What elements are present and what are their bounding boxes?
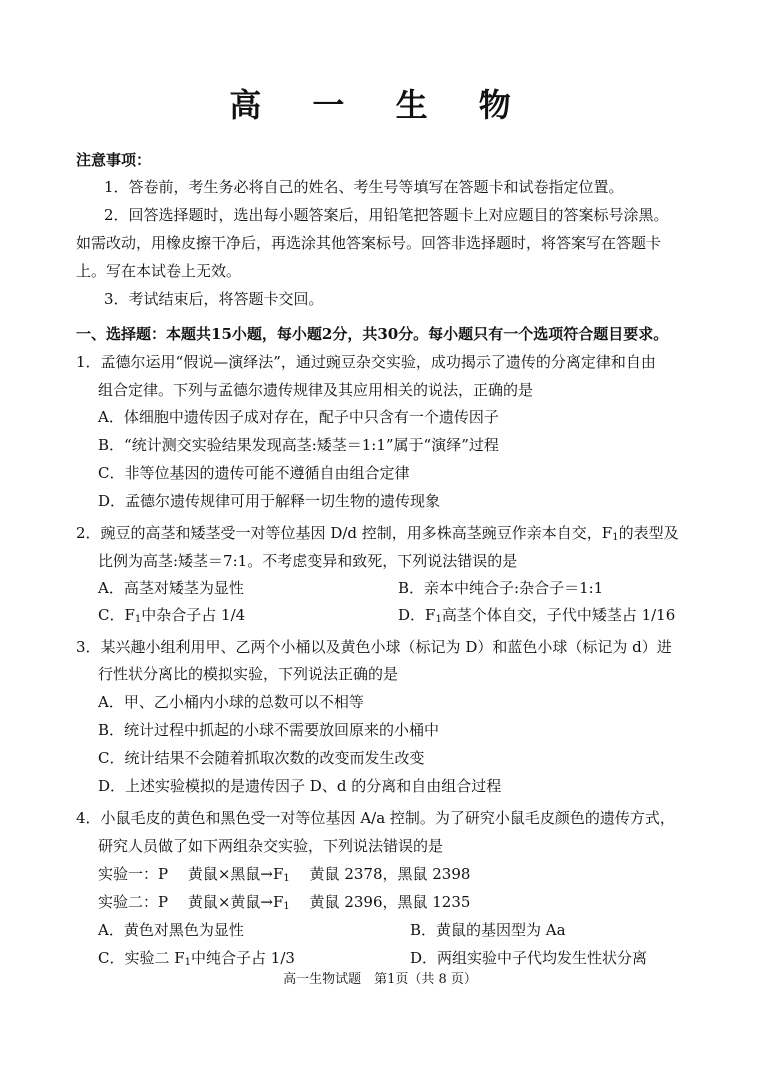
notice-item: 2．回答选择题时，选出每小题答案后，用铅笔把答题卡上对应题目的答案标号涂黑。 (104, 206, 669, 224)
notice-heading: 注意事项： (76, 151, 152, 169)
question-stem: 2．豌豆的高茎和矮茎受一对等位基因 D/d 控制，用多株高茎豌豆作亲本自交，$F_1$的表型及 (76, 524, 679, 543)
page-footer: 高一生物试题 第1页（共 8 页） (283, 972, 477, 987)
option-b: B．“统计测交实验结果发现高茎:矮茎＝1:1”属于“演绎”过程 (98, 436, 499, 454)
notice-item: 1．答卷前，考生务必将自己的姓名、考生号等填写在答题卡和试卷指定位置。 (104, 178, 624, 196)
question-stem: 组合定律。下列与孟德尔遗传规律及其应用相关的说法，正确的是 (98, 381, 534, 399)
question-stem: 1．孟德尔运用“假说—演绎法”，通过豌豆杂交实验，成功揭示了遗传的分离定律和自由 (76, 353, 656, 371)
option-d: D．两组实验中子代均发生性状分离 (410, 949, 648, 967)
notice-item: 3．考试结束后，将答题卡交回。 (104, 290, 324, 308)
option-c: C．实验二 $F_1$中纯合子占 1/3 (98, 949, 295, 968)
experiment-one: 实验一：P 黄鼠×黑鼠$\to F_1$ 黄鼠 2378，黑鼠 2398 (98, 865, 471, 884)
option-b: B．亲本中纯合子:杂合子＝1:1 (398, 579, 604, 597)
page-title: 高 一 生 物 (229, 86, 531, 124)
option-a: A．高茎对矮茎为显性 (98, 579, 244, 597)
option-c: C．统计结果不会随着抓取次数的改变而发生改变 (98, 749, 425, 767)
option-b: B．统计过程中抓起的小球不需要放回原来的小桶中 (98, 721, 440, 739)
option-c: C．$F_1$中杂合子占 1/4 (98, 606, 246, 625)
option-c: C．非等位基因的遗传可能不遵循自由组合定律 (98, 464, 410, 482)
question-stem: 3．某兴趣小组利用甲、乙两个小桶以及黄色小球（标记为 D）和蓝色小球（标记为 d）进 (76, 638, 672, 656)
option-d: D．孟德尔遗传规律可用于解释一切生物的遗传现象 (98, 492, 441, 510)
question-stem: 4．小鼠毛皮的黄色和黑色受一对等位基因 A/a 控制。为了研究小鼠毛皮颜色的遗传方式， (76, 809, 675, 827)
option-a: A．体细胞中遗传因子成对存在，配子中只含有一个遗传因子 (98, 408, 499, 426)
option-b: B．黄鼠的基因型为 Aa (410, 921, 566, 939)
option-d: D．上述实验模拟的是遗传因子 D、d 的分离和自由组合过程 (98, 777, 502, 795)
question-stem: 行性状分离比的模拟实验，下列说法正确的是 (98, 665, 399, 683)
notice-item: 上。写在本试卷上无效。 (76, 262, 242, 280)
question-stem: 比例为高茎:矮茎＝7:1。不考虑变异和致死，下列说法错误的是 (98, 552, 518, 570)
section-heading: 一、选择题：本题共15小题，每小题2分，共30分。每小题只有一个选项符合题目要求。 (76, 325, 669, 343)
experiment-two: 实验二：P 黄鼠×黄鼠$\to F_1$ 黄鼠 2396，黑鼠 1235 (98, 893, 471, 912)
option-d: D．$F_1$高茎个体自交，子代中矮茎占 1/16 (398, 606, 676, 625)
question-stem: 研究人员做了如下两组杂交实验，下列说法错误的是 (98, 837, 444, 855)
option-a: A．黄色对黑色为显性 (98, 921, 244, 939)
option-a: A．甲、乙小桶内小球的总数可以不相等 (98, 693, 364, 711)
notice-item: 如需改动，用橡皮擦干净后，再选涂其他答案标号。回答非选择题时，将答案写在答题卡 (76, 234, 662, 252)
